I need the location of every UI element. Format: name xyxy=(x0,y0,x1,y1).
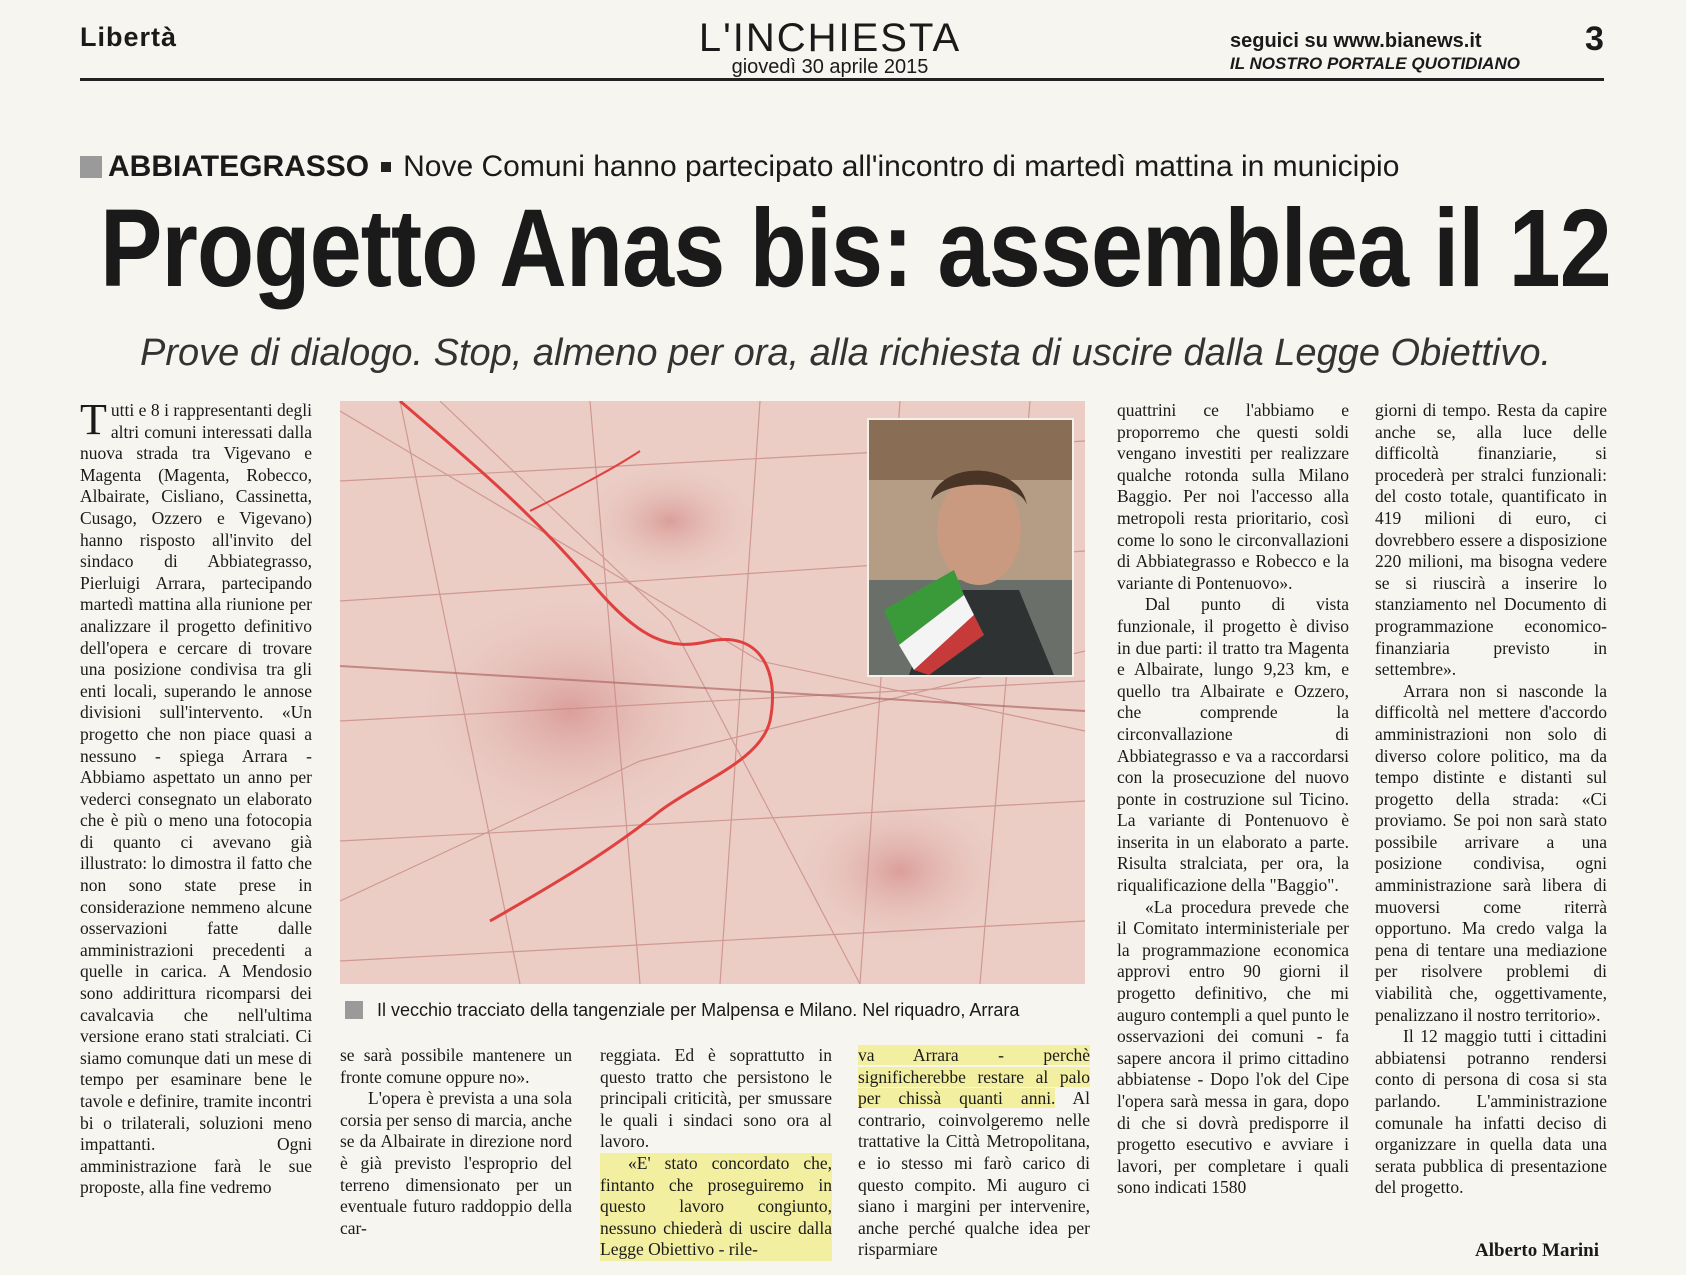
grey-square-icon xyxy=(345,1001,363,1019)
article-column-4 xyxy=(858,1045,1090,1261)
bullet-icon xyxy=(381,162,391,172)
section-name: Libertà xyxy=(80,22,178,52)
paragraph: reggiata. Ed è soprattutto in questo tratto che persistono le principali criticità, per smussare le quali i sindaci sono ora al lavoro. xyxy=(600,1045,832,1152)
paragraph: Arrara non si nasconde la difficoltà nel mettere d'accordo amministrazioni non solo di diverso colore politico, ma da tempo distinte e distanti sul progetto della strada: «Ci proviamo. Se poi non sarà stato possibile arrivare a una posizione condivisa, ogni amministrazione sarà libera di muoversi come riterrà opportuno. Ma credo valga la pena di tentare una mediazione per risolvere problemi di viabilità che, oggettivamente, penalizzano il nostro territorio». xyxy=(1375,680,1607,1025)
portrait-inset-photo xyxy=(867,418,1074,677)
caption-text: Il vecchio tracciato della tangenziale per Malpensa e Milano. Nel riquadro, Arrara xyxy=(377,1000,1020,1020)
paragraph: se sarà possibile mantenere un fronte comune oppure no». xyxy=(340,1045,572,1087)
article-column-1 xyxy=(80,395,312,1199)
article-column-3 xyxy=(600,1045,832,1261)
paragraph: Al contrario, coinvolgeremo nelle trattative la Città Metropolitana, e io stesso mi farò carico di questo compito. Mi auguro ci siano i margini per intervenire, anche perché qualche idea per risparmiare xyxy=(858,1088,1090,1260)
headline: Progetto Anas bis: assemblea il 12 xyxy=(100,187,1611,310)
paragraph: giorni di tempo. Resta da capire anche se, alla luce delle difficoltà finanziarie, si procederà per stralci funzionali: del costo totale, quantificato in 419 milioni di euro, ci dovrebbero essere a disposizione 220 milioni, ma bisogna vedere se si riuscirà a inserire lo stanziamento nel Documento di programmazione economico-finanziaria previsto in settembre». xyxy=(1375,400,1607,680)
grey-square-icon xyxy=(80,156,102,178)
article-column-6 xyxy=(1375,400,1607,1199)
drop-cap: T xyxy=(80,395,107,444)
kicker-text: Nove Comuni hanno partecipato all'incontro di martedì mattina in municipio xyxy=(403,150,1400,183)
paragraph: L'opera è prevista a una sola corsia per senso di marcia, anche se da Albairate in direzione nord è già previsto l'esproprio del terreno dimensionato per un eventuale futuro raddoppio della car- xyxy=(340,1088,572,1238)
article-column-5 xyxy=(1117,400,1349,1199)
paragraph: Il 12 maggio tutti i cittadini abbiatensi potranno rendersi conto di persona di cosa si sta parlando. L'amministrazione comunale ha infatti deciso di organizzare in quella data una serata pubblica di presentazione del progetto. xyxy=(1375,1026,1607,1198)
kicker xyxy=(80,150,1610,184)
photo-caption xyxy=(345,1000,1090,1021)
kicker-place: ABBIATEGRASSO xyxy=(108,150,370,183)
website-promo: seguici su www.bianews.it xyxy=(1230,30,1482,52)
highlighted-quote: va Arrara - perchè significherebbe restare al palo per chissà quanti anni. xyxy=(858,1045,1090,1109)
mayor-portrait xyxy=(869,420,1072,675)
issue-date: giovedì 30 aprile 2015 xyxy=(731,56,929,78)
subheadline: Prove di dialogo. Stop, almeno per ora, alla richiesta di uscire dalla Legge Obiettivo. xyxy=(140,332,1552,374)
highlighted-quote: «E' stato concordato che, fintanto che proseguiremo in questo lavoro congiunto, nessuno chiederà di uscire dalla Legge Obiettivo - rile- xyxy=(600,1152,832,1260)
paragraph: utti e 8 i rappresentanti degli altri comuni interessati dalla nuova strada tra Vigevano e Magenta (Magenta, Robecco, Albairate, Cisliano, Cassinetta, Cusago, Ozzero e Vigevano) hanno risposto all'invito del sindaco di Abbiategrasso, Pierluigi Arrara, partecipando martedì mattina alla riunione per analizzare il progetto definitivo dell'opera e cercare di trovare una posizione condivisa tra gli enti locali, superando le annose divisioni sull'intervento. «Un progetto che non piace quasi a nessuno - spiega Arrara - Abbiamo aspettato un anno per vederci consegnato un elaborato che è più o meno una fotocopia di quanto ci avevano già illustrato: lo dimostra il fatto che non sono state prese in considerazione nemmeno alcune osservazioni fatte dalle amministrazioni precedenti a quelle in carica. A Mendosio sono addirittura ricomparsi dei cavalcavia che nell'ultima versione erano stati stralciati. Ci siamo comunque dati un mese di tempo per esaminare bene le tavole e definire, tramite incontri bi o trilaterali, soluzioni meno impattanti. Ogni amministrazione farà le sue proposte, alla fine vedremo xyxy=(80,400,312,1198)
paragraph: quattrini ce l'abbiamo e proporremo che questi soldi vengano investiti per realizzare qualche rotonda sulla Milano Baggio. Per noi l'accesso alla metropoli resta prioritario, così come lo sono le circonvallazioni di Abbiategrasso e Robecco e la variante di Pontenuovo». xyxy=(1117,400,1349,593)
masthead-rule xyxy=(80,78,1604,81)
paragraph: Dal punto di vista funzionale, il progetto è diviso in due parti: il tratto tra Magenta e Albairate, lungo 9,23 km, e quello tra Albairate e Ozzero, che comprende la circonvallazione di Abbiategrasso e va a raccordarsi con la prosecuzione del nuovo ponte in costruzione sul Ticino. La variante di Pontenuovo è inserita in un elaborato a parte. Risulta stralciata, per ora, la riqualificazione della "Baggio". xyxy=(1117,594,1349,896)
paragraph: «La procedura prevede che il Comitato interministeriale per la programmazione economica approvi entro 90 giorni il progetto definitivo, che mi auguro contempli a quel punto le osservazioni dei comuni - fa sapere ancora il primo cittadino abbiatense - Dopo l'ok del Cipe l'opera sarà messa in gara, dopo di che si dovrà predisporre il progetto esecutivo e avviare i lavori, per completare i quali sono indicati 1580 xyxy=(1117,896,1349,1198)
article-column-2 xyxy=(340,1045,572,1239)
byline: Alberto Marini xyxy=(1475,1240,1600,1261)
newspaper-name: L'INCHIESTA xyxy=(698,16,962,60)
page-number: 3 xyxy=(1585,20,1604,58)
website-tagline: IL NOSTRO PORTALE QUOTIDIANO xyxy=(1230,54,1520,73)
